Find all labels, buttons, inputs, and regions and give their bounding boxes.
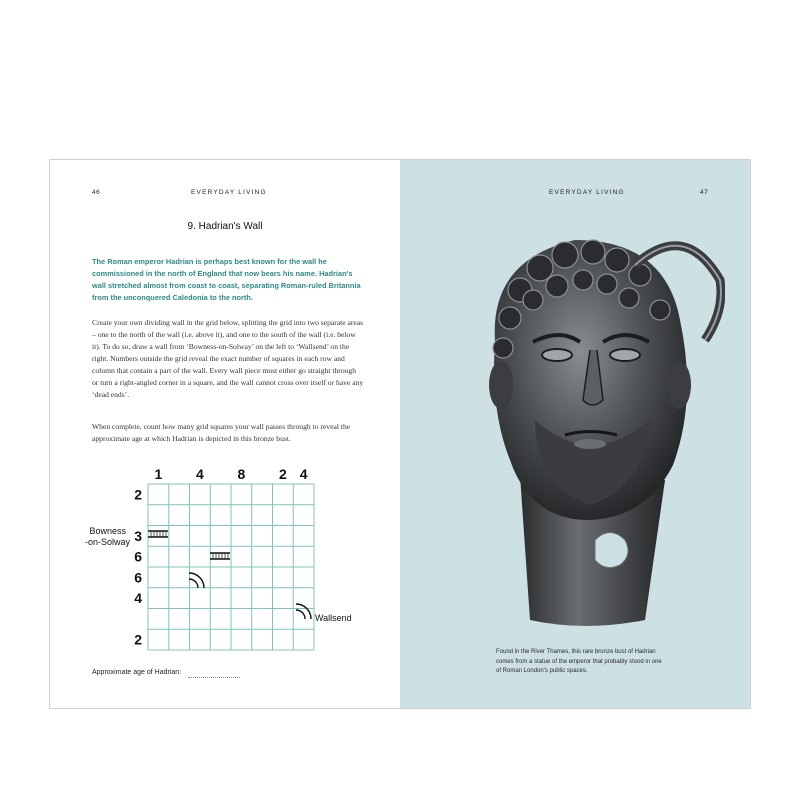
wall-piece-start [148,531,168,537]
puzzle-grid[interactable] [148,484,314,650]
running-head-left: EVERYDAY LIVING [191,189,267,196]
wall-puzzle[interactable] [50,160,400,708]
instructions-paragraph: Create your own dividing wall in the grid below, splitting the grid into two separate areas – one to the north of the wall (i.e. above it), and one to the south of the wall (i.e. below it). To do so, draw a wall from ‘Bowness-on-Solway’ on the left to ‘Wallsend’ on the right. Numbers outside the grid reveal the exact number of squares in each row and column that contain a part of the wall. Every wall piece must either go straight through or turn a right-angled corner in a square, and the wall cannot cross over itself or have any ‘dead ends’. [92,318,364,399]
page-title: 9. Hadrian's Wall [187,221,263,232]
page-number-left: 46 [92,189,101,196]
book-spread [50,160,750,708]
start-label-line2: -on-Solway [84,537,130,547]
running-head-right: EVERYDAY LIVING [549,189,625,196]
page-number-right: 47 [700,189,709,196]
age-answer-field[interactable] [188,677,240,678]
column-clue: 4 [195,466,204,482]
column-clue: 2 [278,466,287,482]
wall-piece-straight [210,553,230,559]
column-clue: 8 [237,466,246,482]
image-caption: Found in the River Thames, this rare bronze bust of Hadrian comes from a statue of the emperor that probably stood in one of Roman London's public spaces. [496,649,662,674]
intro-paragraph: The Roman emperor Hadrian is perhaps best known for the wall he commissioned in the north of England that now bears his name. Hadrian's wall stretched almost from coast to coast, separating Roman-ruled Britannia from the unconquered Caledonia to the north. [92,257,361,302]
row-clue: 3 [134,527,142,544]
right-page [400,160,750,708]
start-label-line1: Bowness [89,526,126,536]
hadrian-bust-image [435,220,725,640]
row-clue: 6 [134,569,142,586]
row-clue: 2 [134,631,142,648]
end-label: Wallsend [315,613,352,623]
row-clue: 4 [134,590,142,607]
left-page [50,160,400,708]
column-clue: 1 [154,466,163,482]
column-clue: 4 [299,466,308,482]
wall-piece-corner [189,573,204,588]
wall-piece-end [296,604,311,619]
age-label: Approximate age of Hadrian: [92,669,182,676]
row-clue: 6 [134,548,142,565]
row-clue: 2 [134,486,142,503]
completion-paragraph: When complete, count how many grid squares your wall passes through to reveal the approximate age at which Hadrian is depicted in this bronze bust. [92,422,351,443]
